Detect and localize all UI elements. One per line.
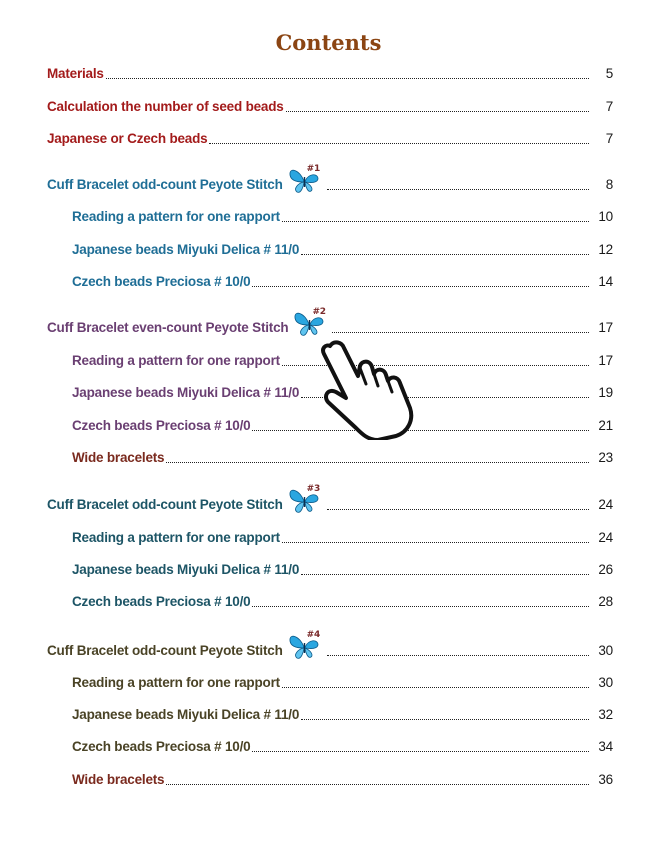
toc-entry[interactable]	[47, 630, 613, 661]
toc-entry-label: Reading a pattern for one rapport	[72, 209, 280, 224]
toc-entry-label: Czech beads Preciosa # 10/0	[72, 594, 251, 609]
dot-leader	[209, 143, 589, 144]
dot-leader	[286, 111, 589, 112]
toc-entry[interactable]	[72, 560, 613, 580]
toc-entry-label: Materials	[47, 66, 104, 81]
toc-entry-label: Czech beads Preciosa # 10/0	[72, 418, 251, 433]
toc-entry-label: Czech beads Preciosa # 10/0	[72, 739, 251, 754]
toc-entry-label: Cuff Bracelet odd-count Peyote Stitch	[47, 177, 283, 192]
dot-leader	[332, 332, 589, 333]
toc-page-number: 24	[598, 530, 613, 545]
dot-leader	[166, 784, 589, 785]
badge-number: #4	[306, 630, 321, 640]
toc-page-number: 30	[598, 643, 613, 658]
toc-page-number: 5	[605, 66, 613, 81]
dot-leader	[252, 751, 589, 752]
dot-leader	[252, 430, 589, 431]
toc-entry-label: Czech beads Preciosa # 10/0	[72, 274, 251, 289]
toc-entry-label: Cuff Bracelet odd-count Peyote Stitch	[47, 497, 283, 512]
toc-entry[interactable]	[47, 307, 613, 338]
butterfly-badge	[283, 484, 325, 515]
dot-leader	[252, 606, 589, 607]
dot-leader	[106, 78, 589, 79]
toc-entry[interactable]	[72, 592, 613, 612]
toc-entry-label: Cuff Bracelet odd-count Peyote Stitch	[47, 643, 283, 658]
toc-page-number: 14	[598, 274, 613, 289]
butterfly-badge	[288, 307, 330, 338]
toc-entry-label: Calculation the number of seed beads	[47, 99, 284, 114]
toc-entry-label: Japanese or Czech beads	[47, 131, 208, 146]
dot-leader	[282, 542, 589, 543]
toc-page-number: 12	[598, 242, 613, 257]
toc-entry[interactable]	[47, 64, 613, 84]
toc-page-number: 17	[598, 353, 613, 368]
toc-entry[interactable]	[72, 705, 613, 725]
toc-entry-label: Wide bracelets	[72, 772, 165, 787]
toc-entry[interactable]	[72, 673, 613, 693]
toc-entry-label: Japanese beads Miyuki Delica # 11/0	[72, 385, 300, 400]
dot-leader	[327, 189, 589, 190]
toc-page-number: 21	[598, 418, 613, 433]
toc-page-number: 7	[605, 131, 613, 146]
toc-page-number: 7	[605, 99, 613, 114]
toc-entry-label: Japanese beads Miyuki Delica # 11/0	[72, 562, 300, 577]
badge-number: #3	[306, 484, 321, 494]
toc-page-number: 36	[598, 772, 613, 787]
toc-page-number: 26	[598, 562, 613, 577]
dot-leader	[282, 221, 589, 222]
toc-entry[interactable]	[72, 770, 613, 790]
toc-entry-label: Wide bracelets	[72, 450, 165, 465]
dot-leader	[327, 509, 589, 510]
badge-number: #2	[312, 307, 326, 317]
dot-leader	[301, 254, 589, 255]
toc-entry[interactable]	[47, 97, 613, 117]
toc-entry[interactable]	[47, 484, 613, 515]
toc-entry-label: Reading a pattern for one rapport	[72, 675, 280, 690]
toc-entry[interactable]	[72, 737, 613, 757]
toc-page-number: 34	[598, 739, 613, 754]
toc-page-number: 30	[598, 675, 613, 690]
toc-entry[interactable]	[47, 129, 613, 149]
dot-leader	[301, 719, 589, 720]
toc-page-number: 23	[598, 450, 613, 465]
dot-leader	[252, 286, 589, 287]
toc-page-number: 24	[598, 497, 613, 512]
butterfly-badge	[283, 630, 325, 661]
toc-entry-label: Japanese beads Miyuki Delica # 11/0	[72, 242, 300, 257]
butterfly-badge	[283, 164, 325, 195]
toc-entry[interactable]	[72, 272, 613, 292]
toc-entry-label: Reading a pattern for one rapport	[72, 530, 280, 545]
pointing-hand-cursor-icon	[318, 336, 418, 440]
toc-entry[interactable]	[72, 240, 613, 260]
badge-number: #1	[306, 164, 321, 174]
toc-entry-label: Reading a pattern for one rapport	[72, 353, 280, 368]
toc-page-number: 19	[598, 385, 613, 400]
toc-entry-label: Cuff Bracelet even-count Peyote Stitch	[47, 320, 289, 335]
dot-leader	[282, 687, 589, 688]
toc-entry-label: Japanese beads Miyuki Delica # 11/0	[72, 707, 300, 722]
toc-page-number: 17	[598, 320, 613, 335]
dot-leader	[166, 462, 589, 463]
page-title: Contents	[275, 30, 382, 55]
toc-entry[interactable]	[72, 528, 613, 548]
toc-page-number: 28	[598, 594, 613, 609]
toc-entry[interactable]	[72, 448, 613, 468]
toc-entry[interactable]	[47, 164, 613, 195]
dot-leader	[301, 574, 589, 575]
dot-leader	[327, 655, 589, 656]
toc-page-number: 8	[605, 177, 613, 192]
toc-page-number: 32	[598, 707, 613, 722]
toc-page-number: 10	[598, 209, 613, 224]
toc-entry[interactable]	[72, 207, 613, 227]
